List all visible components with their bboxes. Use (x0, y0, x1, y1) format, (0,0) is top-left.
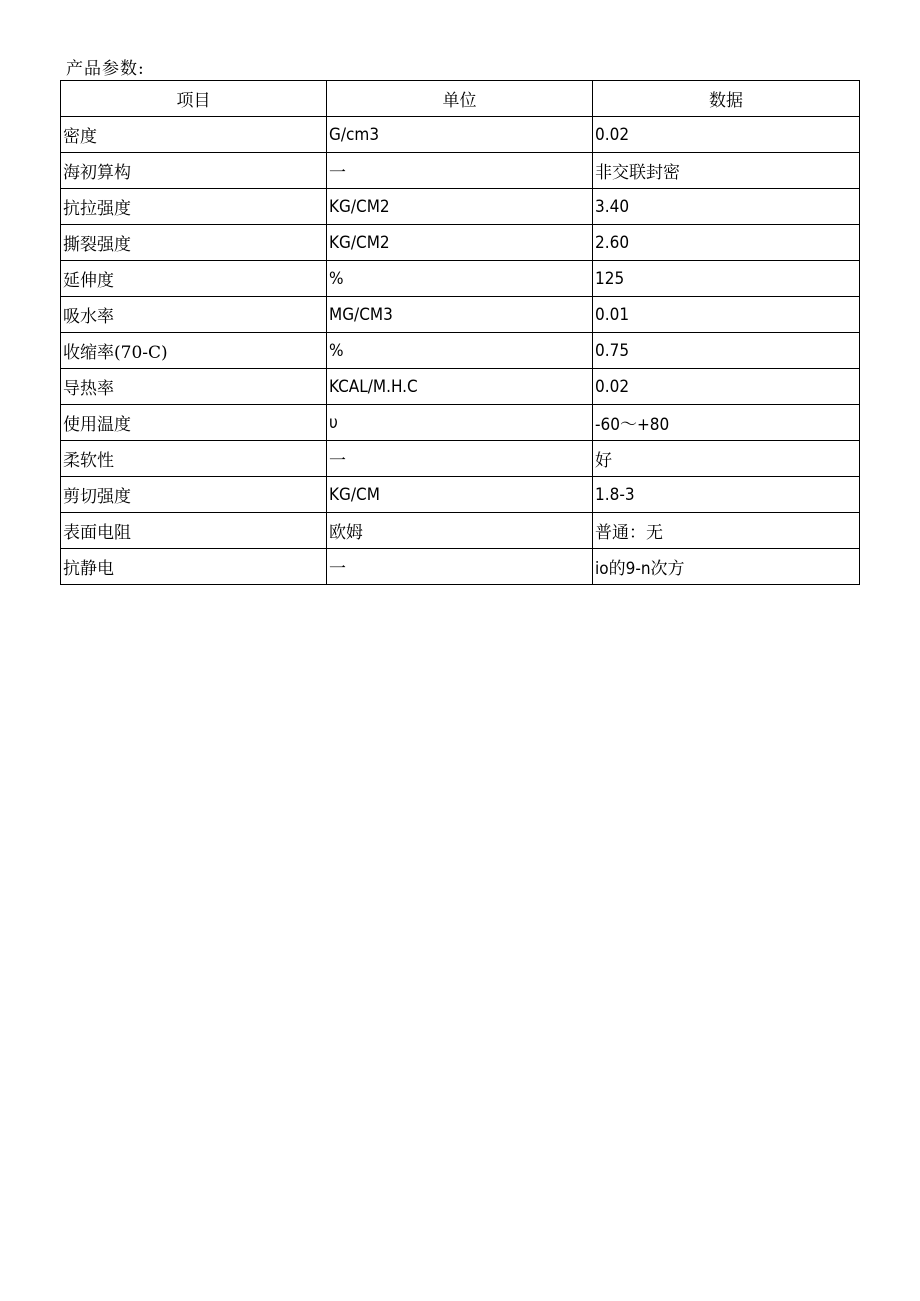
row-value: 2.60 (593, 225, 860, 261)
row-value: 125 (593, 261, 860, 297)
table-row (61, 441, 860, 477)
row-value: 好 (593, 441, 860, 477)
row-value: 0.01 (593, 297, 860, 333)
row-unit: KG/CM (327, 477, 593, 513)
table-row (61, 333, 860, 369)
header-value: 数据 (593, 81, 860, 117)
row-item: 柔软性 (61, 441, 327, 477)
table-row (61, 513, 860, 549)
row-value: 普通：无 (593, 513, 860, 549)
table-row (61, 261, 860, 297)
table-row (61, 153, 860, 189)
table-row (61, 369, 860, 405)
row-unit: 一 (327, 549, 593, 585)
product-parameters-table (60, 80, 860, 585)
table-row (61, 117, 860, 153)
row-item: 抗拉强度 (61, 189, 327, 225)
row-value: 1.8-3 (593, 477, 860, 513)
row-unit: G/cm3 (327, 117, 593, 153)
row-value: 3.40 (593, 189, 860, 225)
row-value: 0.02 (593, 117, 860, 153)
row-unit: υ (327, 405, 593, 441)
table-row (61, 477, 860, 513)
row-unit: KG/CM2 (327, 189, 593, 225)
row-item: 海初算构 (61, 153, 327, 189)
table-row (61, 405, 860, 441)
row-value: 非交联封密 (593, 153, 860, 189)
row-item: 抗静电 (61, 549, 327, 585)
table-header-row (61, 81, 860, 117)
row-item: 表面电阻 (61, 513, 327, 549)
row-item: 收缩率(70-C) (61, 333, 327, 369)
row-unit: 一 (327, 441, 593, 477)
row-item: 吸水率 (61, 297, 327, 333)
row-item: 撕裂强度 (61, 225, 327, 261)
row-value: 0.02 (593, 369, 860, 405)
row-item: 剪切强度 (61, 477, 327, 513)
row-unit: % (327, 261, 593, 297)
row-unit: MG/CM3 (327, 297, 593, 333)
row-unit: 一 (327, 153, 593, 189)
row-unit: KCAL/M.H.C (327, 369, 593, 405)
row-item: 导热率 (61, 369, 327, 405)
row-unit: % (327, 333, 593, 369)
table-row (61, 297, 860, 333)
row-unit: 欧姆 (327, 513, 593, 549)
table-row (61, 549, 860, 585)
row-item: 密度 (61, 117, 327, 153)
row-value: 0.75 (593, 333, 860, 369)
row-value: io的9-n次方 (593, 549, 860, 585)
table-caption: 产品参数: (66, 59, 145, 79)
header-unit: 单位 (327, 81, 593, 117)
row-item: 延伸度 (61, 261, 327, 297)
row-unit: KG/CM2 (327, 225, 593, 261)
header-item: 项目 (61, 81, 327, 117)
row-value: -60～+80 (593, 405, 860, 441)
row-item: 使用温度 (61, 405, 327, 441)
table-row (61, 225, 860, 261)
table-row (61, 189, 860, 225)
